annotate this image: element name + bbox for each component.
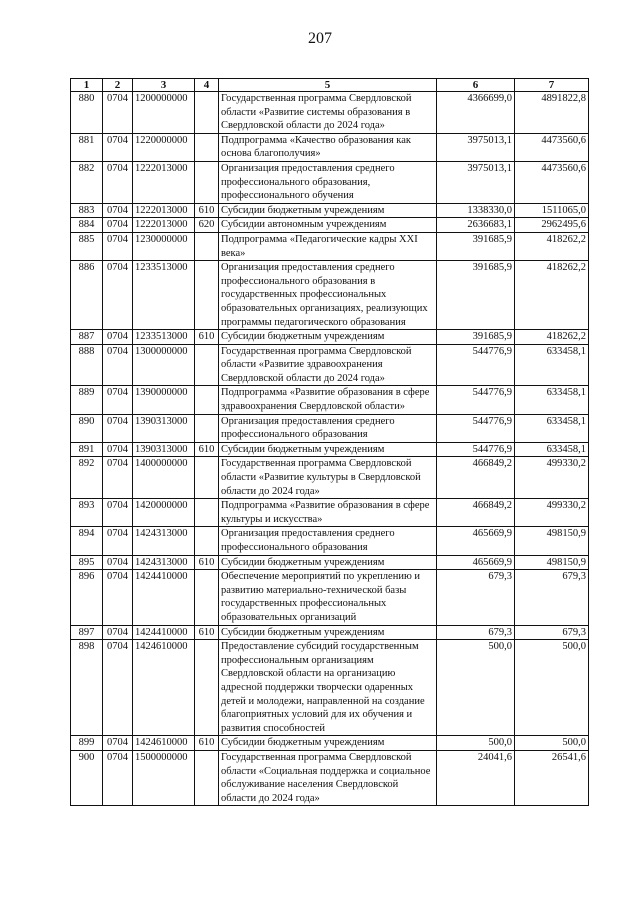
- item-name: Организация предоставления среднего профессионального образования, профессионального обучения: [219, 161, 437, 203]
- target-article-code: 1424610000: [133, 736, 195, 751]
- section-code: 0704: [103, 625, 133, 640]
- section-code: 0704: [103, 555, 133, 570]
- section-code: 0704: [103, 232, 133, 260]
- item-name: Государственная программа Свердловской области «Социальная поддержка и социальное обслуживание населения Свердловской области до 2024 года»: [219, 750, 437, 805]
- expense-type-code: 610: [195, 625, 219, 640]
- expense-type-code: [195, 261, 219, 330]
- amount-col-7: 633458,1: [515, 344, 589, 386]
- amount-col-7: 499330,2: [515, 499, 589, 527]
- header-col-2: 2: [103, 79, 133, 92]
- target-article-code: 1424410000: [133, 570, 195, 625]
- target-article-code: 1233513000: [133, 261, 195, 330]
- expense-type-code: [195, 344, 219, 386]
- table-row: [71, 386, 589, 414]
- row-number: 887: [71, 330, 103, 345]
- amount-col-7: 4891822,8: [515, 92, 589, 134]
- expense-type-code: 610: [195, 736, 219, 751]
- table-row: [71, 640, 589, 736]
- amount-col-7: 418262,2: [515, 330, 589, 345]
- target-article-code: 1390000000: [133, 386, 195, 414]
- table-row: [71, 555, 589, 570]
- item-name: Организация предоставления среднего профессионального образования в государственных профессиональных образовательных организациях, реализующих программы педагогического образования: [219, 261, 437, 330]
- expense-type-code: [195, 386, 219, 414]
- item-name: Государственная программа Свердловской области «Развитие культуры в Свердловской области до 2024 года»: [219, 457, 437, 499]
- item-name: Субсидии бюджетным учреждениям: [219, 736, 437, 751]
- amount-col-6: 679,3: [437, 625, 515, 640]
- target-article-code: 1390313000: [133, 442, 195, 457]
- section-code: 0704: [103, 330, 133, 345]
- amount-col-7: 679,3: [515, 625, 589, 640]
- table-row: [71, 203, 589, 218]
- table-row: [71, 414, 589, 442]
- amount-col-6: 3975013,1: [437, 161, 515, 203]
- amount-col-6: 466849,2: [437, 499, 515, 527]
- amount-col-6: 544776,9: [437, 344, 515, 386]
- table-row: [71, 218, 589, 233]
- section-code: 0704: [103, 457, 133, 499]
- item-name: Государственная программа Свердловской области «Развитие здравоохранения Свердловской области до 2024 года»: [219, 344, 437, 386]
- table-row: [71, 261, 589, 330]
- section-code: 0704: [103, 527, 133, 555]
- table-row: [71, 344, 589, 386]
- table-row: [71, 232, 589, 260]
- header-col-4: 4: [195, 79, 219, 92]
- budget-table: [70, 78, 589, 806]
- table-row: [71, 442, 589, 457]
- expense-type-code: [195, 527, 219, 555]
- expense-type-code: [195, 133, 219, 161]
- row-number: 882: [71, 161, 103, 203]
- section-code: 0704: [103, 736, 133, 751]
- row-number: 880: [71, 92, 103, 134]
- item-name: Организация предоставления среднего профессионального образования: [219, 527, 437, 555]
- expense-type-code: [195, 161, 219, 203]
- section-code: 0704: [103, 161, 133, 203]
- amount-col-7: 4473560,6: [515, 133, 589, 161]
- amount-col-6: 391685,9: [437, 330, 515, 345]
- amount-col-6: 391685,9: [437, 232, 515, 260]
- amount-col-6: 1338330,0: [437, 203, 515, 218]
- page-number: 207: [308, 30, 332, 47]
- expense-type-code: 610: [195, 203, 219, 218]
- expense-type-code: [195, 750, 219, 805]
- expense-type-code: 610: [195, 555, 219, 570]
- expense-type-code: [195, 570, 219, 625]
- expense-type-code: [195, 414, 219, 442]
- table-row: [71, 527, 589, 555]
- section-code: 0704: [103, 203, 133, 218]
- amount-col-6: 544776,9: [437, 386, 515, 414]
- amount-col-6: 500,0: [437, 640, 515, 736]
- target-article-code: 1200000000: [133, 92, 195, 134]
- table-row: [71, 92, 589, 134]
- row-number: 893: [71, 499, 103, 527]
- amount-col-7: 633458,1: [515, 414, 589, 442]
- amount-col-6: 391685,9: [437, 261, 515, 330]
- header-col-6: 6: [437, 79, 515, 92]
- target-article-code: 1500000000: [133, 750, 195, 805]
- section-code: 0704: [103, 570, 133, 625]
- row-number: 883: [71, 203, 103, 218]
- target-article-code: 1222013000: [133, 218, 195, 233]
- item-name: Подпрограмма «Развитие образования в сфере здравоохранения Свердловской области»: [219, 386, 437, 414]
- table-row: [71, 570, 589, 625]
- row-number: 900: [71, 750, 103, 805]
- amount-col-6: 3975013,1: [437, 133, 515, 161]
- row-number: 897: [71, 625, 103, 640]
- section-code: 0704: [103, 261, 133, 330]
- row-number: 899: [71, 736, 103, 751]
- amount-col-7: 418262,2: [515, 261, 589, 330]
- section-code: 0704: [103, 414, 133, 442]
- row-number: 890: [71, 414, 103, 442]
- amount-col-6: 500,0: [437, 736, 515, 751]
- amount-col-6: 544776,9: [437, 414, 515, 442]
- amount-col-7: 499330,2: [515, 457, 589, 499]
- target-article-code: 1424610000: [133, 640, 195, 736]
- section-code: 0704: [103, 218, 133, 233]
- header-col-3: 3: [133, 79, 195, 92]
- row-number: 894: [71, 527, 103, 555]
- section-code: 0704: [103, 133, 133, 161]
- row-number: 892: [71, 457, 103, 499]
- section-code: 0704: [103, 640, 133, 736]
- target-article-code: 1222013000: [133, 203, 195, 218]
- target-article-code: 1220000000: [133, 133, 195, 161]
- expense-type-code: [195, 457, 219, 499]
- section-code: 0704: [103, 344, 133, 386]
- row-number: 884: [71, 218, 103, 233]
- amount-col-7: 1511065,0: [515, 203, 589, 218]
- amount-col-7: 4473560,6: [515, 161, 589, 203]
- amount-col-7: 498150,9: [515, 555, 589, 570]
- amount-col-7: 26541,6: [515, 750, 589, 805]
- expense-type-code: [195, 92, 219, 134]
- target-article-code: 1390313000: [133, 414, 195, 442]
- section-code: 0704: [103, 499, 133, 527]
- item-name: Обеспечение мероприятий по укреплению и развитию материально-технической базы государственных профессиональных образовательных организаций: [219, 570, 437, 625]
- item-name: Организация предоставления среднего профессионального образования: [219, 414, 437, 442]
- row-number: 881: [71, 133, 103, 161]
- target-article-code: 1424313000: [133, 555, 195, 570]
- amount-col-7: 2962495,6: [515, 218, 589, 233]
- target-article-code: 1300000000: [133, 344, 195, 386]
- header-col-1: 1: [71, 79, 103, 92]
- amount-col-7: 500,0: [515, 640, 589, 736]
- amount-col-7: 679,3: [515, 570, 589, 625]
- target-article-code: 1400000000: [133, 457, 195, 499]
- expense-type-code: 620: [195, 218, 219, 233]
- amount-col-6: 679,3: [437, 570, 515, 625]
- amount-col-7: 418262,2: [515, 232, 589, 260]
- header-col-7: 7: [515, 79, 589, 92]
- section-code: 0704: [103, 92, 133, 134]
- amount-col-7: 500,0: [515, 736, 589, 751]
- amount-col-6: 466849,2: [437, 457, 515, 499]
- row-number: 896: [71, 570, 103, 625]
- item-name: Субсидии бюджетным учреждениям: [219, 625, 437, 640]
- item-name: Субсидии бюджетным учреждениям: [219, 330, 437, 345]
- target-article-code: 1424313000: [133, 527, 195, 555]
- table-row: [71, 133, 589, 161]
- row-number: 898: [71, 640, 103, 736]
- table-header-row: [71, 79, 589, 92]
- item-name: Государственная программа Свердловской области «Развитие системы образования в Свердловской области до 2024 года»: [219, 92, 437, 134]
- item-name: Подпрограмма «Качество образования как основа благополучия»: [219, 133, 437, 161]
- table-row: [71, 499, 589, 527]
- amount-col-6: 465669,9: [437, 527, 515, 555]
- section-code: 0704: [103, 750, 133, 805]
- target-article-code: 1222013000: [133, 161, 195, 203]
- section-code: 0704: [103, 442, 133, 457]
- amount-col-7: 498150,9: [515, 527, 589, 555]
- row-number: 889: [71, 386, 103, 414]
- table-row: [71, 457, 589, 499]
- table-row: [71, 736, 589, 751]
- target-article-code: 1230000000: [133, 232, 195, 260]
- item-name: Подпрограмма «Развитие образования в сфере культуры и искусства»: [219, 499, 437, 527]
- expense-type-code: [195, 232, 219, 260]
- amount-col-6: 4366699,0: [437, 92, 515, 134]
- item-name: Предоставление субсидий государственным профессиональным организациям Свердловской области на организацию адресной поддержки творчески одаренных детей и молодежи, направленной на создание благоприятных условий для их обучения и развития способностей: [219, 640, 437, 736]
- amount-col-6: 2636683,1: [437, 218, 515, 233]
- amount-col-6: 24041,6: [437, 750, 515, 805]
- item-name: Подпрограмма «Педагогические кадры XXI века»: [219, 232, 437, 260]
- amount-col-7: 633458,1: [515, 442, 589, 457]
- target-article-code: 1424410000: [133, 625, 195, 640]
- expense-type-code: [195, 499, 219, 527]
- table-row: [71, 161, 589, 203]
- amount-col-6: 465669,9: [437, 555, 515, 570]
- item-name: Субсидии бюджетным учреждениям: [219, 442, 437, 457]
- expense-type-code: [195, 640, 219, 736]
- row-number: 891: [71, 442, 103, 457]
- row-number: 888: [71, 344, 103, 386]
- expense-type-code: 610: [195, 442, 219, 457]
- item-name: Субсидии автономным учреждениям: [219, 218, 437, 233]
- table-row: [71, 750, 589, 805]
- amount-col-6: 544776,9: [437, 442, 515, 457]
- row-number: 885: [71, 232, 103, 260]
- section-code: 0704: [103, 386, 133, 414]
- table-row: [71, 330, 589, 345]
- target-article-code: 1233513000: [133, 330, 195, 345]
- table-body: [71, 92, 589, 806]
- item-name: Субсидии бюджетным учреждениям: [219, 555, 437, 570]
- item-name: Субсидии бюджетным учреждениям: [219, 203, 437, 218]
- amount-col-7: 633458,1: [515, 386, 589, 414]
- target-article-code: 1420000000: [133, 499, 195, 527]
- header-col-5: 5: [219, 79, 437, 92]
- row-number: 886: [71, 261, 103, 330]
- expense-type-code: 610: [195, 330, 219, 345]
- table-row: [71, 625, 589, 640]
- row-number: 895: [71, 555, 103, 570]
